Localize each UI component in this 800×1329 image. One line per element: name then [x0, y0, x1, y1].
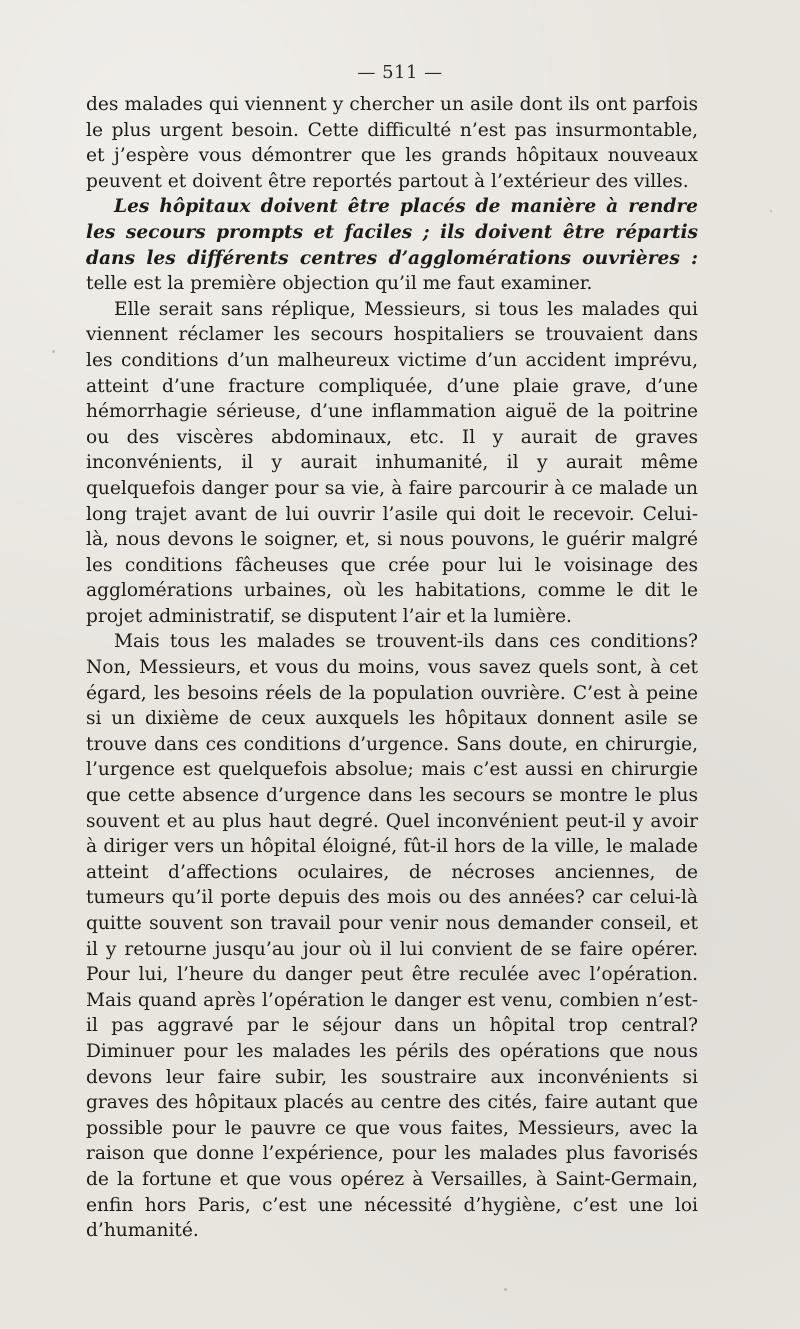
- paragraph-4: Mais tous les malades se trouvent-ils dans ces conditions? Non, Messieurs, et vous du moins, vous savez quels sont, à cet égard, les besoins réels de la population ouvrière. C’est à peine si un dixième de ceux auxquels les hôpitaux donnent asile se trouve dans ces conditions d’urgence. Sans doute, en chirurgie, l’urgence est quelquefois absolue; mais c’est aussi en chirurgie que cette absence d’urgence dans les secours se montre le plus souvent et au plus haut degré. Quel inconvénient peut-il y avoir à diriger vers un hôpital éloigné, fût-il hors de la ville, le malade atteint d’affections oculaires, de nécroses anciennes, de tumeurs qu’il porte depuis des mois ou des années? car celui-là quitte souvent son travail pour venir nous demander conseil, et il y retourne jusqu’au jour où il lui convient de se faire opérer. Pour lui, l’heure du danger peut être reculée avec l’opération. Mais quand après l’opération le danger est venu, combien n’est-il pas aggravé par le séjour dans un hôpital trop central? Diminuer pour les malades les périls des opérations que nous devons leur faire subir, les soustraire aux inconvénients si graves des hôpitaux placés au centre des cités, faire autant que possible pour le pauvre ce que vous faites, Messieurs, avec la raison que donne l’expérience, pour les malades plus favorisés de la fortune et que vous opérez à Versailles, à Saint-Germain, enfin hors Paris, c’est une nécessité d’hygiène, c’est une loi d’humanité.: [86, 631, 698, 1242]
- body-text: [86, 92, 698, 1244]
- paper-speckle: [52, 350, 55, 353]
- paragraph-1: des malades qui viennent y chercher un asile dont ils ont parfois le plus urgent besoin. Cette difficulté n’est pas insurmontable, et j’espère vous démontrer que les grands hôpitaux nouveaux peuvent et doivent être reportés partout à l’extérieur des villes.: [86, 94, 698, 192]
- paragraph-2: [86, 194, 698, 296]
- page-number: — 511 —: [357, 62, 443, 83]
- paragraph-2-tail: telle est la première objection qu’il me faut examiner.: [86, 273, 593, 295]
- italic-objection-statement: Les hôpitaux doivent être placés de manière à rendre les secours prompts et faciles ; ils doivent être répartis dans les différents centres d’agglomérations ouvrières :: [86, 196, 698, 269]
- paper-speckle: [770, 210, 772, 212]
- paragraph-3: Elle serait sans réplique, Messieurs, si tous les malades qui viennent réclamer les secours hospitaliers se trouvaient dans les conditions d’un malheureux victime d’un accident imprévu, atteint d’une fracture compliquée, d’une plaie grave, d’une hémorrhagie sérieuse, d’une inflammation aiguë de la poitrine ou des viscères abdominaux, etc. Il y aurait de graves inconvénients, il y aurait inhumanité, il y aurait même quelquefois danger pour sa vie, à faire parcourir à ce malade un long trajet avant de lui ouvrir l’asile qui doit le recevoir. Celui-là, nous devons le soigner, et, si nous pouvons, le guérir malgré les conditions fâcheuses que crée pour lui le voisinage des agglomérations urbaines, où les habitations, comme le dit le projet administratif, se disputent l’air et la lumière.: [86, 298, 698, 627]
- paper-speckle: [504, 1288, 507, 1291]
